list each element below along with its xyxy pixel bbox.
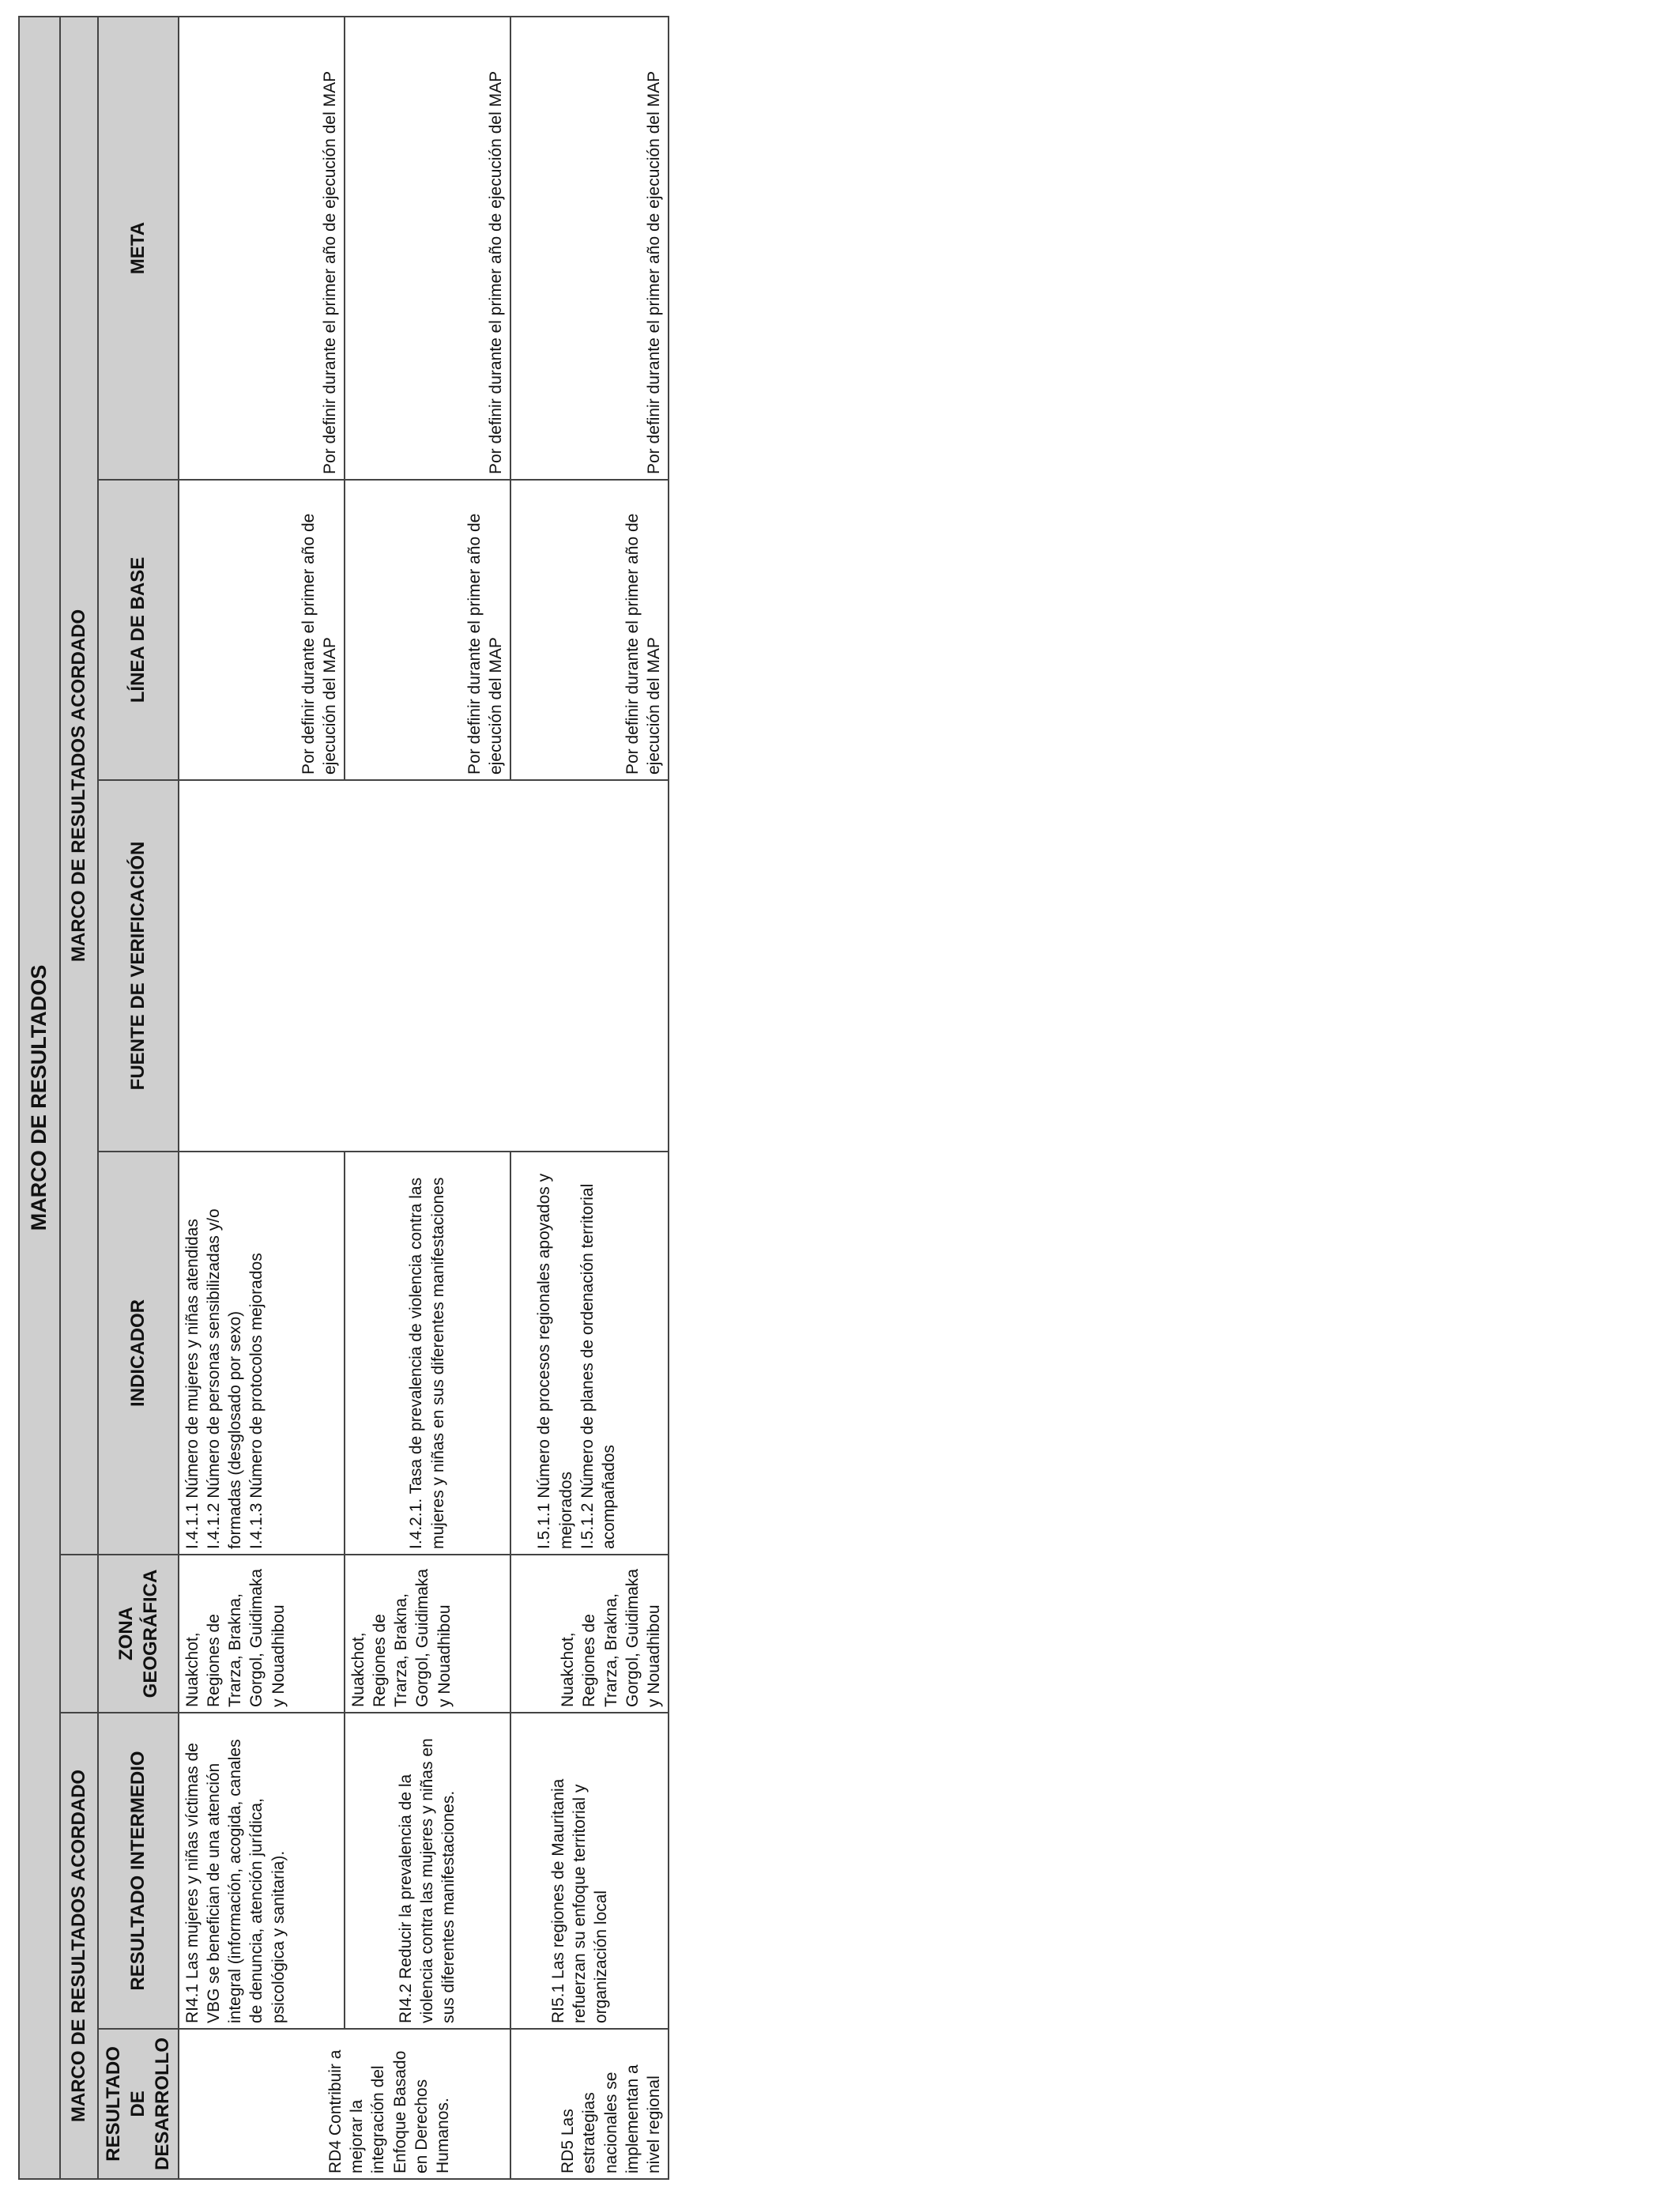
indicator-item: I.4.1.2 Número de personas sensibilizadas y/o formadas (desglosado por sexo)	[204, 1208, 245, 1549]
cell-meta: Por definir durante el primer año de ejecución del MAP	[345, 17, 510, 480]
cell-zona-geografica: Nuakchot, Regiones de Trarza, Brakna, Gorgol, Guidimaka y Nouadhibou	[345, 1555, 510, 1713]
cell-zona-geografica: Nuakchot, Regiones de Trarza, Brakna, Gorgol, Guidimaka y Nouadhibou	[179, 1555, 345, 1713]
cell-resultado-desarrollo: RD5 Las estrategias nacionales se implementan a nivel regional	[510, 2029, 669, 2179]
cell-linea-base: Por definir durante el primer año de ejecución del MAP	[345, 480, 510, 780]
group-header-blank	[60, 1555, 98, 1713]
group-header-left: MARCO DE RESULTADOS ACORDADO	[60, 1713, 98, 2179]
group-row	[60, 17, 98, 2179]
cell-indicador	[345, 1152, 510, 1555]
header-linea-base: LÍNEA DE BASE	[98, 480, 179, 780]
header-resultado-desarrollo: RESULTADO DE DESARROLLO	[98, 2029, 179, 2179]
table-row	[179, 17, 345, 2179]
header-zona-geografica: ZONA GEOGRÁFICA	[98, 1555, 179, 1713]
rotated-results-table-page	[18, 17, 666, 2180]
cell-meta: Por definir durante el primer año de ejecución del MAP	[179, 17, 345, 480]
cell-resultado-intermedio: RI4.2 Reducir la prevalencia de la violencia contra las mujeres y niñas en sus diferentes manifestaciones.	[345, 1713, 510, 2029]
indicator-item: I.5.1.2 Número de planes de ordenación territorial acompañados	[578, 1183, 619, 1549]
cell-linea-base: Por definir durante el primer año de ejecución del MAP	[179, 480, 345, 780]
cell-meta: Por definir durante el primer año de ejecución del MAP	[510, 17, 669, 480]
cell-zona-geografica: Nuakchot, Regiones de Trarza, Brakna, Gorgol, Guidimaka y Nouadhibou	[510, 1555, 669, 1713]
cell-resultado-desarrollo: RD4 Contribuir a mejorar la integración del Enfoque Basado en Derechos Humanos.	[179, 2029, 510, 2179]
results-framework-table	[18, 16, 669, 2180]
cell-resultado-intermedio: RI5.1 Las regiones de Mauritania refuerzan su enfoque territorial y organización local	[510, 1713, 669, 2029]
cell-resultado-intermedio: RI4.1 Las mujeres y niñas víctimas de VBG se benefician de una atención integral (información, acogida, canales de denuncia, atención jurídica, psicológica y sanitaria).	[179, 1713, 345, 2029]
cell-indicador	[179, 1152, 345, 1555]
cell-linea-base: Por definir durante el primer año de ejecución del MAP	[510, 480, 669, 780]
title-row	[19, 17, 60, 2179]
table-title: MARCO DE RESULTADOS	[19, 17, 60, 2179]
header-meta: META	[98, 17, 179, 480]
cell-fuente-verificacion	[179, 780, 669, 1152]
indicator-item: I.4.1.3 Número de protocolos mejorados	[247, 1253, 266, 1549]
header-resultado-intermedio: RESULTADO INTERMEDIO	[98, 1713, 179, 2029]
column-header-row	[98, 17, 179, 2179]
group-header-right: MARCO DE RESULTADOS ACORDADO	[60, 17, 98, 1555]
header-indicador: INDICADOR	[98, 1152, 179, 1555]
indicator-item: I.4.1.1 Número de mujeres y niñas atendidas	[183, 1219, 202, 1549]
indicator-item: I.4.2.1. Tasa de prevalencia de violencia contra las mujeres y niñas en sus diferentes manifestaciones	[407, 1177, 447, 1549]
cell-indicador	[510, 1152, 669, 1555]
indicator-item: I.5.1.1 Número de procesos regionales apoyados y mejorados	[535, 1173, 575, 1549]
header-fuente-verificacion: FUENTE DE VERIFICACIÓN	[98, 780, 179, 1152]
